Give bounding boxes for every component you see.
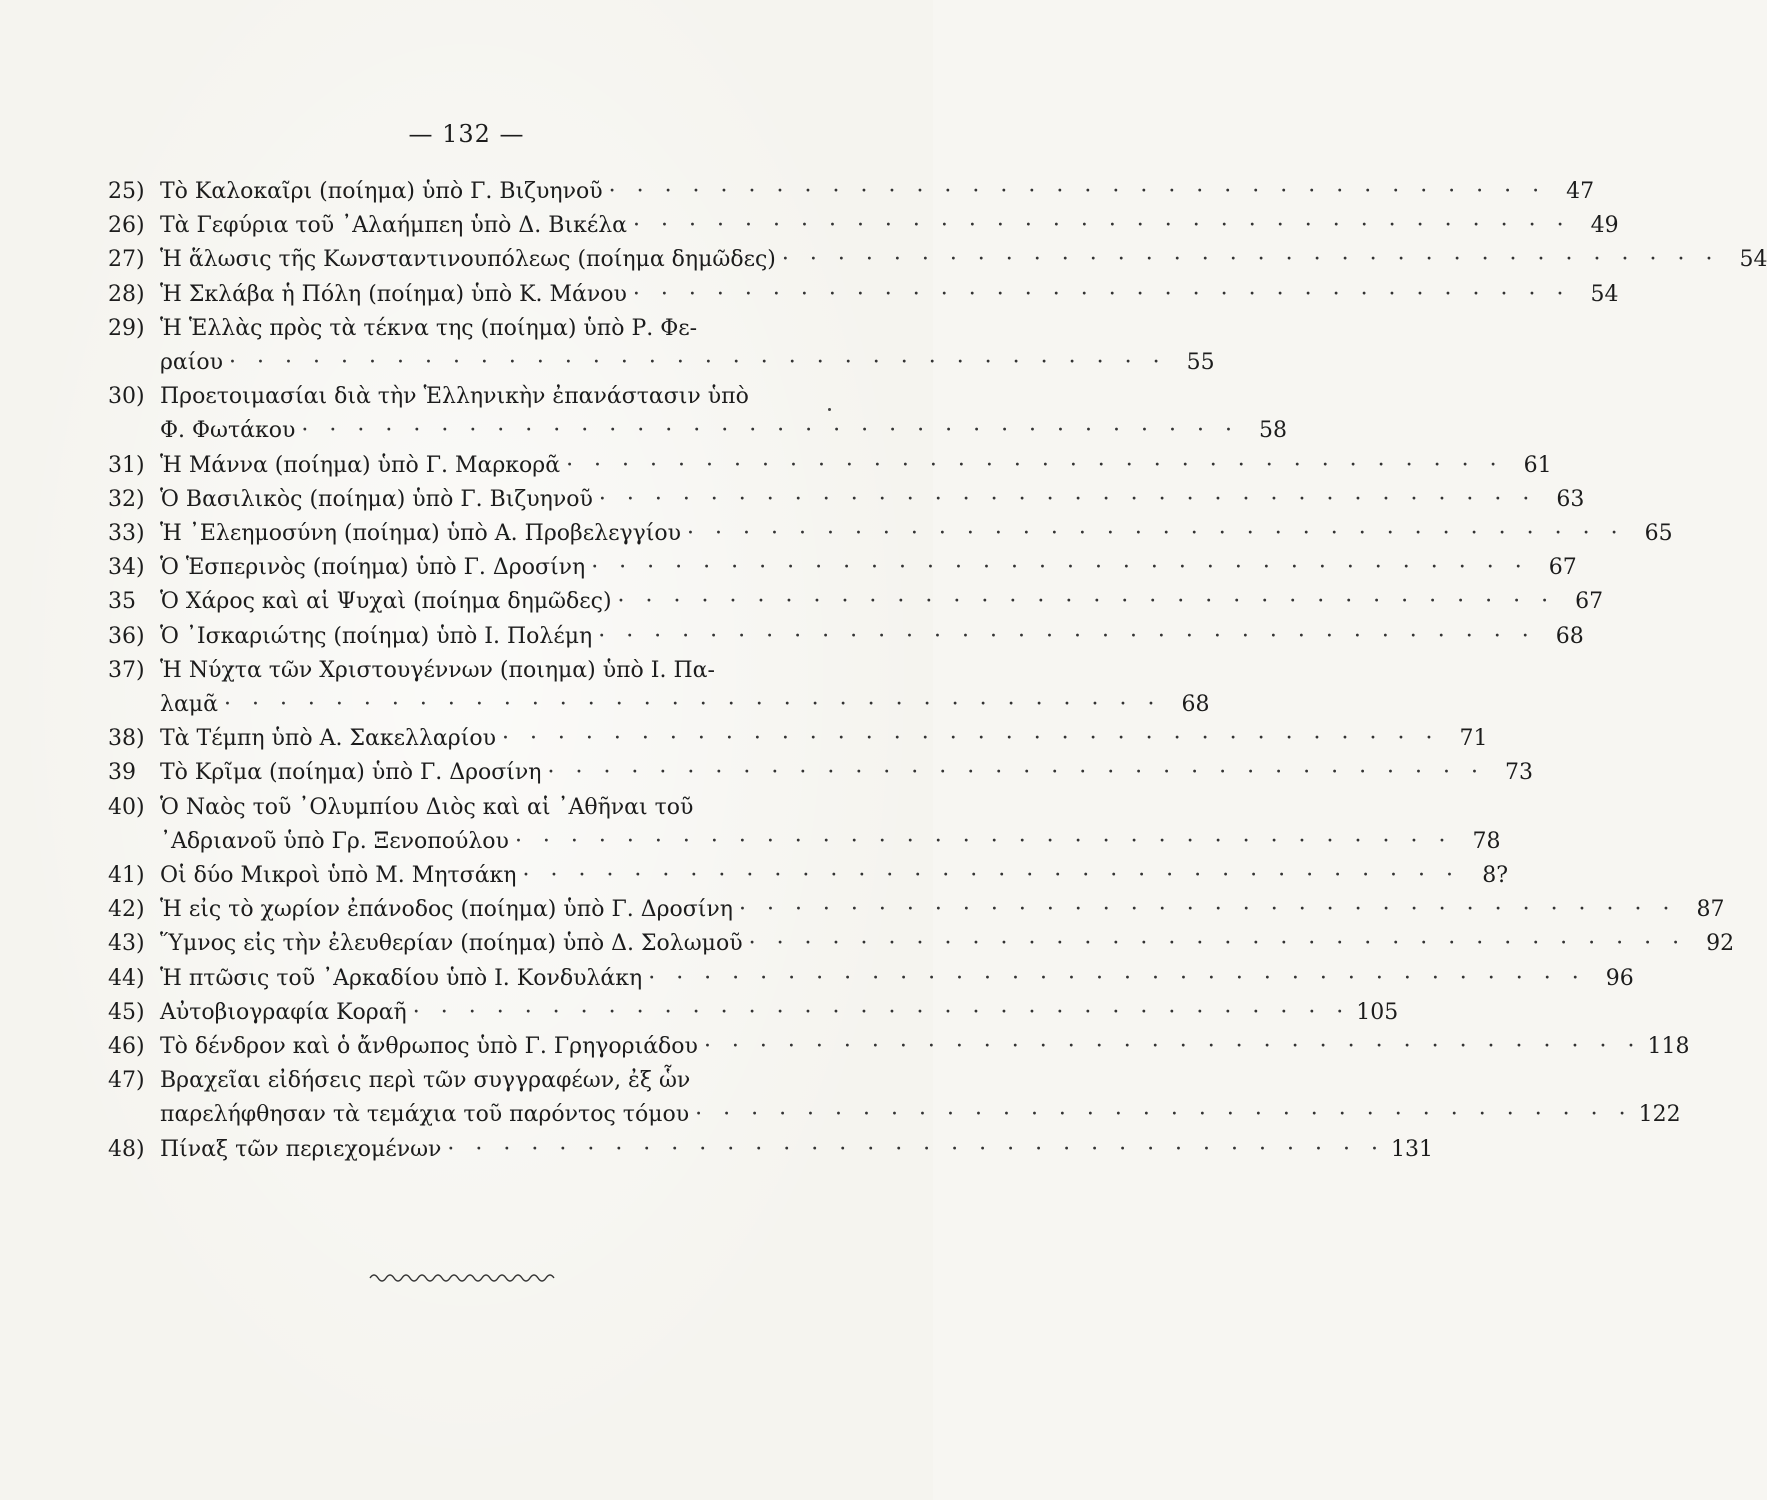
toc-entry-line bbox=[108, 517, 1673, 551]
leader-dots: · · · · · · · · · · · · · · · · · · · · · · · · · · · · · · · · · · bbox=[447, 1136, 1385, 1162]
entry-number: 46) bbox=[108, 1034, 145, 1060]
leader-dots: · · · · · · · · · · · · · · · · · · · · · · · · · · · · · · · · · · bbox=[223, 692, 1162, 718]
leader-dots: · · · · · · · · · · · · · · · · · · · · · · · · · · · · · · · · · · bbox=[301, 418, 1239, 444]
toc-entry-line bbox=[108, 380, 828, 414]
leader-dots: · · · · · · · · · · · · · · · · · · · · · · · · · · · · · · · · · · bbox=[781, 247, 1720, 273]
entry-page-number: 122 bbox=[1638, 1102, 1681, 1128]
entry-title: Ἡ ᾿Ελεημοσύνη (ποίημα) ὑπὸ Α. Προβελεγγίου bbox=[160, 521, 682, 547]
toc-entry-line bbox=[108, 722, 1488, 756]
entry-title: Ἡ Νύχτα τῶν Χριστουγέννων (ποιημα) ὑπὸ Ι. Πα- bbox=[160, 657, 715, 683]
entry-title: Βραχεῖαι εἰδήσεις περὶ τῶν συγγραφέων, ἐξ ὧν bbox=[160, 1068, 691, 1094]
entry-number: 44) bbox=[108, 965, 145, 991]
entry-number: 34) bbox=[108, 555, 145, 581]
entry-page-number: 54 bbox=[1739, 247, 1767, 273]
entry-title: Ὕμνος εἰς τὴν ἐλευθερίαν (ποίημα) ὑπὸ Δ. Σολωμοῦ bbox=[160, 931, 743, 957]
entry-number: 36) bbox=[108, 623, 145, 649]
entry-number: 40) bbox=[108, 794, 145, 820]
entry-number: 27) bbox=[108, 247, 145, 273]
toc-entry-line bbox=[108, 551, 1577, 585]
entry-page-number: 54 bbox=[1590, 281, 1619, 307]
toc-entry-line bbox=[108, 893, 1725, 927]
toc-entry-line bbox=[108, 312, 828, 346]
entry-title: Αὐτοβιογραφία Κοραῆ bbox=[160, 999, 407, 1025]
toc-entry-line bbox=[108, 414, 1287, 448]
entry-title: Τὰ Γεφύρια τοῦ ᾿Αλαήμπεη ὑπὸ Δ. Βικέλα bbox=[160, 213, 628, 239]
entry-number: 26) bbox=[108, 213, 145, 239]
entry-page-number: 68 bbox=[1181, 692, 1210, 718]
toc-entry-line bbox=[108, 346, 1215, 380]
entry-page-number: 8? bbox=[1482, 863, 1509, 889]
toc-entry-line bbox=[108, 996, 1399, 1030]
entry-title: Ἡ Σκλάβα ἡ Πόλη (ποίημα) ὑπὸ Κ. Μάνου bbox=[160, 281, 627, 307]
entry-page-number: 92 bbox=[1706, 931, 1735, 957]
entry-title: Οἱ δύο Μικροὶ ὑπὸ Μ. Μητσάκη bbox=[160, 863, 517, 889]
leader-dots: · · · · · · · · · · · · · · · · · · · · · · · · · · · · · · · · · · bbox=[412, 999, 1351, 1025]
entry-number: 47) bbox=[108, 1068, 145, 1094]
leader-dots: · · · · · · · · · · · · · · · · · · · · · · · · · · · · · · · · · · bbox=[229, 350, 1167, 376]
entry-page-number: 96 bbox=[1605, 965, 1634, 991]
toc-entry-line bbox=[108, 825, 1501, 859]
leader-dots: · · · · · · · · · · · · · · · · · · · · · · · · · · · · · · · · · · bbox=[547, 760, 1486, 786]
toc-entry-line bbox=[108, 449, 1552, 483]
entry-page-number: 68 bbox=[1555, 623, 1584, 649]
entry-title: παρελήφθησαν τὰ τεμάχια τοῦ παρόντος τόμου bbox=[160, 1102, 690, 1128]
entry-number: 39 bbox=[108, 760, 136, 786]
ornamental-divider bbox=[368, 1270, 558, 1284]
entry-title: Φ. Φωτάκου bbox=[160, 418, 296, 444]
toc-entry-line bbox=[108, 859, 1509, 893]
entry-number: 38) bbox=[108, 726, 145, 752]
entry-page-number: 65 bbox=[1644, 521, 1673, 547]
entry-number: 31) bbox=[108, 452, 145, 478]
leader-dots: · · · · · · · · · · · · · · · · · · · · · · · · · · · · · · · · · · bbox=[591, 555, 1529, 581]
toc-entry-line bbox=[108, 175, 1595, 209]
leader-dots: · · · · · · · · · · · · · · · · · · · · · · · · · · · · · · · · · · bbox=[608, 179, 1547, 204]
entry-page-number: 58 bbox=[1258, 418, 1287, 444]
entry-title: Ἡ εἰς τὸ χωρίον ἐπάνοδος (ποίημα) ὑπὸ Γ. Δροσίνη bbox=[160, 897, 733, 923]
entry-title: Ἡ ἅλωσις τῆς Κωνσταντινουπόλεως (ποίημα δημῶδες) bbox=[160, 247, 776, 273]
toc-entry-line bbox=[108, 278, 1619, 312]
leader-dots: · · · · · · · · · · · · · · · · · · · · · · · · · · · · · · · · · · bbox=[633, 213, 1571, 239]
toc-entry-line bbox=[108, 1133, 1433, 1167]
leader-dots: · · · · · · · · · · · · · · · · · · · · · · · · · · · · · · · · · · bbox=[748, 931, 1687, 957]
entry-title: Τὸ δένδρον καὶ ὁ ἄνθρωπος ὑπὸ Γ. Γρηγοριάδου bbox=[160, 1034, 698, 1060]
leader-dots: · · · · · · · · · · · · · · · · · · · · · · · · · · · · · · · · · · bbox=[514, 828, 1453, 854]
leader-dots: · · · · · · · · · · · · · · · · · · · · · · · · · · · · · · · · · · bbox=[598, 486, 1537, 512]
leader-dots: · · · · · · · · · · · · · · · · · · · · · · · · · · · · · · · · · · bbox=[695, 1102, 1633, 1128]
table-of-contents bbox=[108, 175, 1767, 1167]
entry-number: 25) bbox=[108, 179, 145, 204]
entry-title: Ὁ Ἑσπερινὸς (ποίημα) ὑπὸ Γ. Δροσίνη bbox=[160, 555, 586, 581]
leader-dots: · · · · · · · · · · · · · · · · · · · · · · · · · · · · · · · · · · bbox=[648, 965, 1586, 991]
entry-number: 45) bbox=[108, 999, 145, 1025]
toc-entry-line bbox=[108, 585, 1604, 619]
toc-entry-line bbox=[108, 756, 1534, 790]
entry-page-number: 61 bbox=[1523, 452, 1552, 478]
entry-page-number: 78 bbox=[1472, 828, 1501, 854]
entry-page-number: 67 bbox=[1548, 555, 1577, 581]
toc-entry-line bbox=[108, 483, 1585, 517]
entry-title: Τὸ Κρῖμα (ποίημα) ὑπὸ Γ. Δροσίνη bbox=[160, 760, 542, 786]
leader-dots: · · · · · · · · · · · · · · · · · · · · · · · · · · · · · · · · · · bbox=[501, 726, 1440, 752]
entry-title: ᾿Αδριανοῦ ὑπὸ Γρ. Ξενοπούλου bbox=[160, 828, 509, 854]
entry-page-number: 105 bbox=[1356, 999, 1399, 1025]
toc-entry-line bbox=[108, 1030, 1690, 1064]
entry-number: 32) bbox=[108, 486, 145, 512]
entry-number: 42) bbox=[108, 897, 145, 923]
entry-title: Ὁ Ναὸς τοῦ ᾿Ολυμπίου Διὸς καὶ αἱ ᾿Αθῆναι τοῦ bbox=[160, 794, 694, 820]
entry-page-number: 63 bbox=[1556, 486, 1585, 512]
entry-title: ραίου bbox=[160, 350, 224, 376]
entry-number: 33) bbox=[108, 521, 145, 547]
entry-page-number: 87 bbox=[1696, 897, 1725, 923]
entry-title: Ὁ Βασιλικὸς (ποίημα) ὑπὸ Γ. Βιζυηνοῦ bbox=[160, 486, 593, 512]
page-number: — 132 — bbox=[408, 120, 525, 148]
leader-dots: · · · · · · · · · · · · · · · · · · · · · · · · · · · · · · · · · · bbox=[522, 863, 1461, 889]
entry-number: 48) bbox=[108, 1136, 145, 1162]
toc-entry-line bbox=[108, 620, 1584, 654]
leader-dots: · · · · · · · · · · · · · · · · · · · · · · · · · · · · · · · · · · bbox=[738, 897, 1677, 923]
entry-title: Ἡ Μάννα (ποίημα) ὑπὸ Γ. Μαρκορᾶ bbox=[160, 452, 561, 478]
entry-title: Ὁ Χάρος καὶ αἱ Ψυχαὶ (ποίημα δημῶδες) bbox=[160, 589, 612, 615]
entry-page-number: 49 bbox=[1590, 213, 1619, 239]
toc-entry-line bbox=[108, 243, 1767, 277]
leader-dots: · · · · · · · · · · · · · · · · · · · · · · · · · · · · · · · · · · bbox=[566, 452, 1504, 478]
scan-speck bbox=[828, 408, 831, 411]
entry-number: 41) bbox=[108, 863, 145, 889]
entry-number: 29) bbox=[108, 315, 145, 341]
entry-page-number: 73 bbox=[1505, 760, 1534, 786]
leader-dots: · · · · · · · · · · · · · · · · · · · · · · · · · · · · · · · · · · bbox=[632, 281, 1571, 307]
toc-entry-line bbox=[108, 654, 828, 688]
entry-title: Προετοιμασίαι διὰ τὴν Ἑλληνικὴν ἐπανάστασιν ὑπὸ bbox=[160, 384, 749, 410]
entry-page-number: 71 bbox=[1459, 726, 1488, 752]
leader-dots: · · · · · · · · · · · · · · · · · · · · · · · · · · · · · · · · · · bbox=[598, 623, 1536, 649]
leader-dots: · · · · · · · · · · · · · · · · · · · · · · · · · · · · · · · · · · bbox=[617, 589, 1556, 615]
entry-title: Ὁ ᾿Ισκαριώτης (ποίημα) ὑπὸ Ι. Πολέμη bbox=[160, 623, 593, 649]
entry-title: Ἡ πτῶσις τοῦ ᾿Αρκαδίου ὑπὸ Ι. Κονδυλάκη bbox=[160, 965, 643, 991]
entry-number: 30) bbox=[108, 384, 145, 410]
toc-entry-line bbox=[108, 688, 1210, 722]
entry-title: Τὸ Καλοκαῖρι (ποίημα) ὑπὸ Γ. Βιζυηνοῦ bbox=[160, 179, 603, 204]
entry-number: 35 bbox=[108, 589, 136, 615]
leader-dots: · · · · · · · · · · · · · · · · · · · · · · · · · · · · · · · · · · bbox=[703, 1034, 1642, 1060]
entry-page-number: 131 bbox=[1390, 1136, 1433, 1162]
toc-entry-line bbox=[108, 962, 1634, 996]
toc-entry-line bbox=[108, 927, 1735, 961]
entry-page-number: 67 bbox=[1575, 589, 1604, 615]
toc-entry-line bbox=[108, 791, 828, 825]
entry-number: 37) bbox=[108, 657, 145, 683]
entry-title: Τὰ Τέμπη ὑπὸ Α. Σακελλαρίου bbox=[160, 726, 496, 752]
entry-title: λαμᾶ bbox=[160, 692, 218, 718]
leader-dots: · · · · · · · · · · · · · · · · · · · · · · · · · · · · · · · · · · bbox=[687, 521, 1625, 547]
entry-page-number: 55 bbox=[1186, 350, 1215, 376]
toc-entry-line bbox=[108, 1098, 1681, 1132]
entry-page-number: 47 bbox=[1566, 179, 1595, 204]
entry-number: 43) bbox=[108, 931, 145, 957]
entry-page-number: 118 bbox=[1647, 1034, 1690, 1060]
entry-title: Ἡ Ἑλλὰς πρὸς τὰ τέκνα της (ποίημα) ὑπὸ Ρ. Φε- bbox=[160, 315, 698, 341]
entry-number: 28) bbox=[108, 281, 145, 307]
entry-title: Πίναξ τῶν περιεχομένων bbox=[160, 1136, 442, 1162]
toc-entry-line bbox=[108, 1064, 828, 1098]
toc-entry-line bbox=[108, 209, 1619, 243]
